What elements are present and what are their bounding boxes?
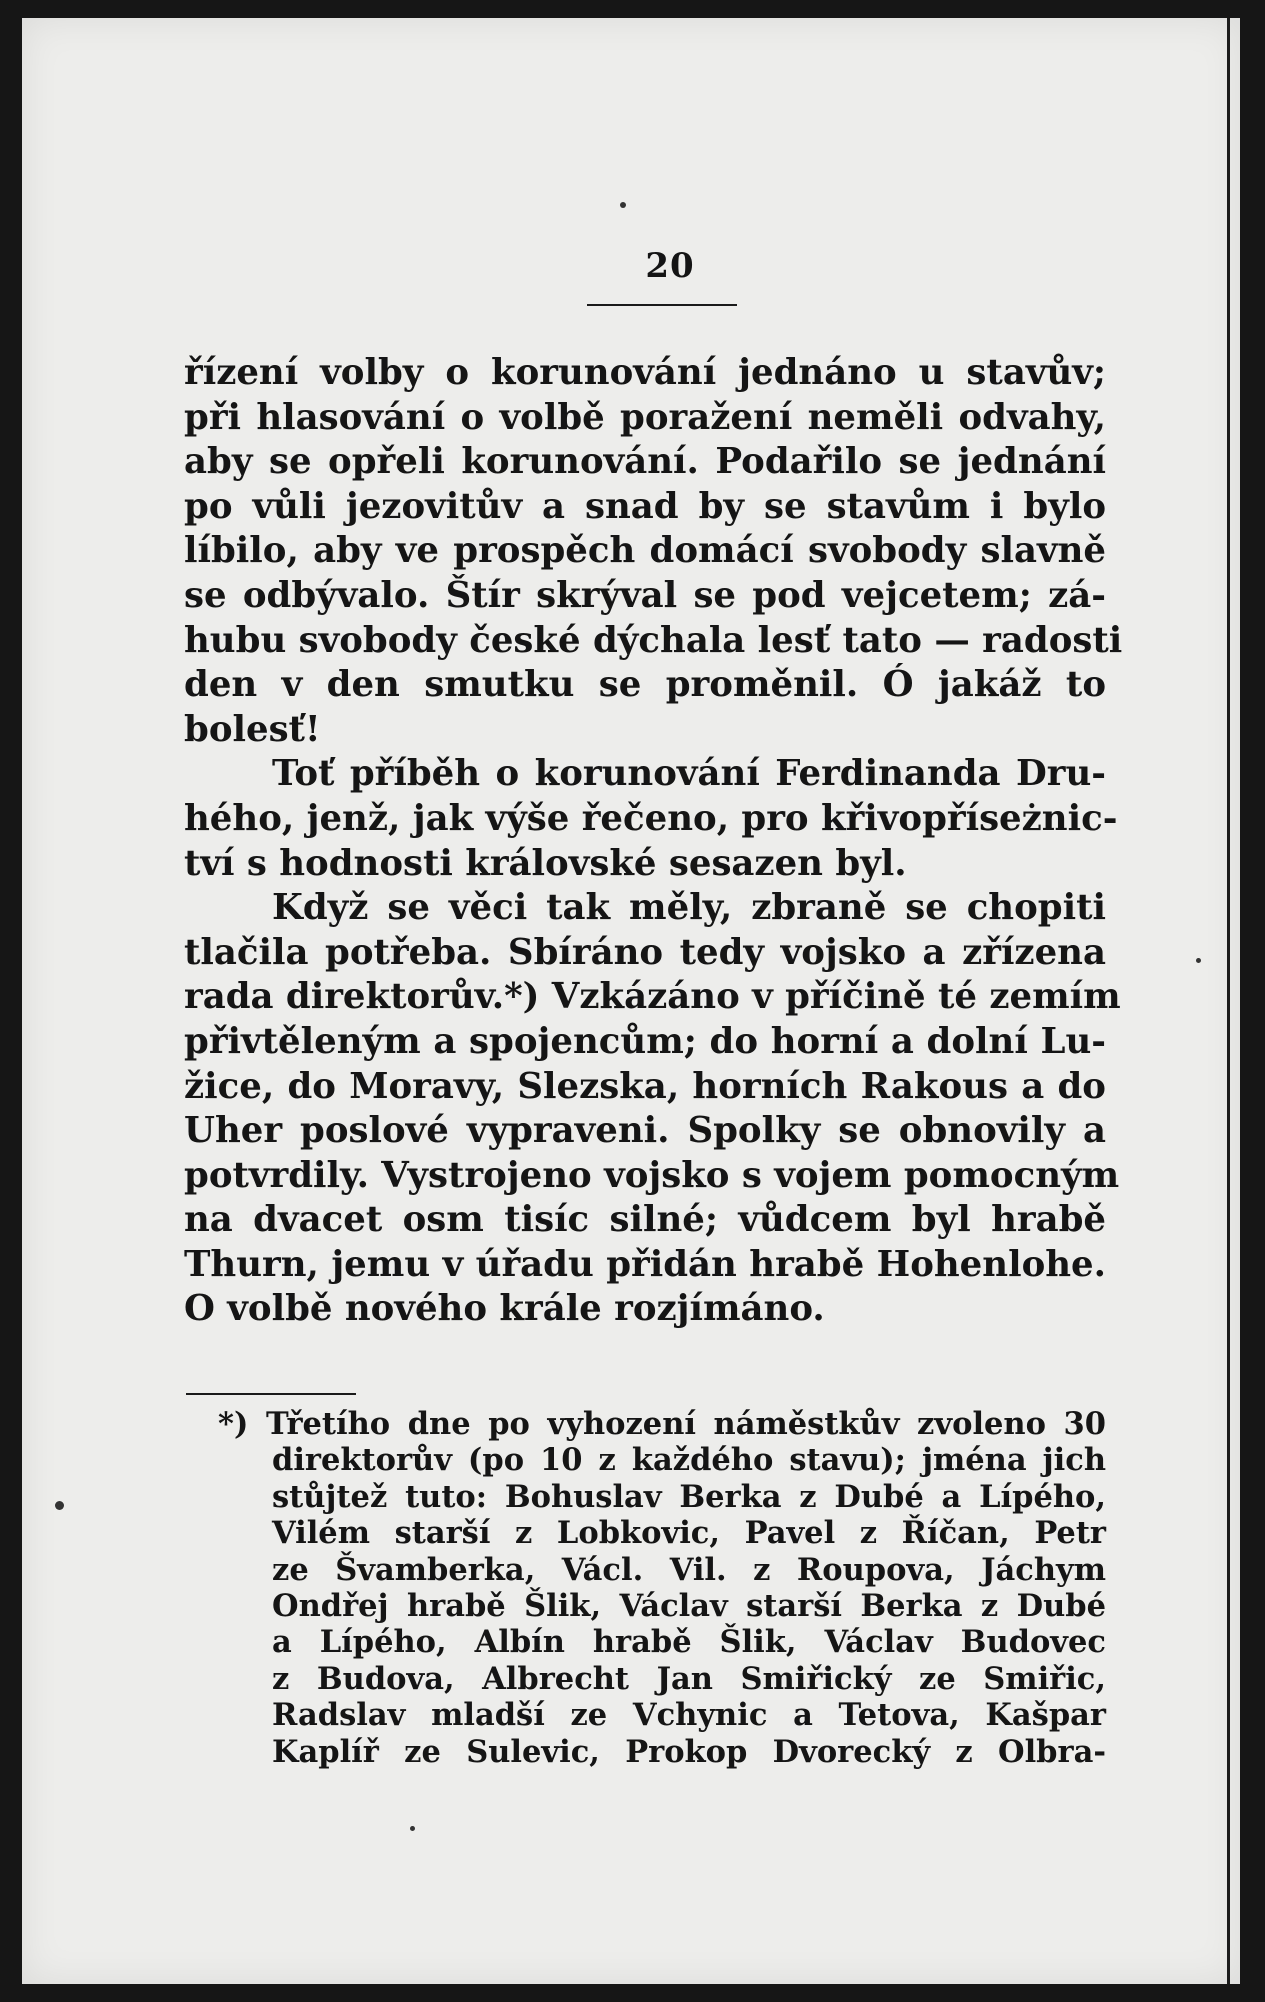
text-line: potvrdily. Vystrojeno vojsko s vojem pomocným: [184, 1154, 1120, 1196]
footnote-line: *) Třetího dne po vyhození náměstkův zvoleno 30: [218, 1406, 1106, 1442]
text-line: hubu svobody české dýchala lesť tato — radosti: [184, 619, 1123, 661]
text-line: hého, jenž, jak výše řečeno, pro křivopříseżnic-: [184, 797, 1118, 839]
footnote: [218, 1406, 1106, 1770]
dust-speck: [620, 202, 626, 208]
text-line: rada direktorův.*) Vzkázáno v příčině té zemím: [184, 976, 1121, 1018]
text-line: po vůli jezovitův a snad by se stavům i bylo: [184, 485, 1106, 527]
scanned-page: [22, 18, 1240, 1984]
footnote-line: stůjtež tuto: Bohuslav Berka z Dubé a Lípého,: [272, 1478, 1106, 1515]
footnote-line: Vilém starší z Lobkovic, Pavel z Říčan, Petr: [272, 1515, 1106, 1552]
footnote-line: Ondřej hrabě Šlik, Václav starší Berka z Dubé: [272, 1588, 1106, 1625]
footnote-line: Kaplíř ze Sulevic, Prokop Dvorecký z Olbra-: [272, 1733, 1106, 1770]
text-line: Když se věci tak měly, zbraně se chopiti: [272, 887, 1106, 929]
page-number: 20: [645, 246, 695, 286]
footnote-line: z Budova, Albrecht Jan Smiřický ze Smiřic,: [272, 1660, 1106, 1697]
text-line: tlačila potřeba. Sbíráno tedy vojsko a zřízena: [184, 931, 1106, 973]
footnote-line: a Lípého, Albín hrabě Šlik, Václav Budovec: [272, 1624, 1106, 1661]
text-line: den v den smutku se proměnil. Ó jakáž to: [184, 664, 1106, 706]
text-line: řízení volby o korunování jednáno u stavův;: [184, 352, 1106, 393]
text-line: žice, do Moravy, Slezska, horních Rakous a do: [184, 1065, 1106, 1107]
dust-speck: [1196, 958, 1201, 963]
dust-speck: [410, 1826, 415, 1831]
text-line: aby se opřeli korunování. Podařilo se jednání: [184, 441, 1106, 483]
body-text: [184, 351, 1123, 1332]
text-line: líbilo, aby ve prospěch domácí svobody slavně: [184, 530, 1106, 572]
text-line: O volbě nového krále rozjímáno.: [184, 1288, 825, 1330]
footnote-line: Radslav mladší ze Vchynic a Tetova, Kašpar: [272, 1697, 1106, 1734]
text-line: při hlasování o volbě poražení neměli odvahy,: [184, 396, 1106, 438]
text-line: přivtěleným a spojencům; do horní a dolní Lu-: [184, 1020, 1106, 1062]
text-line: na dvacet osm tisíc silné; vůdcem byl hrabě: [184, 1199, 1106, 1241]
text-line: Toť příběh o korunování Ferdinanda Dru-: [272, 753, 1106, 795]
text-line: tví s hodnosti královské sesazen byl.: [184, 842, 907, 884]
footnote-separator: [186, 1393, 356, 1395]
text-line: Thurn, jemu v úřadu přidán hrabě Hohenlohe.: [184, 1243, 1106, 1285]
page-edge-shadow: [1227, 18, 1230, 1984]
page-number-underline: [587, 304, 737, 306]
dust-speck: [55, 1501, 64, 1510]
text-line: bolesť!: [184, 708, 321, 750]
footnote-line: direktorův (po 10 z každého stavu); jména jich: [272, 1442, 1106, 1479]
footnote-line: ze Švamberka, Václ. Vil. z Roupova, Jáchym: [272, 1551, 1106, 1588]
text-line: Uher poslové vypraveni. Spolky se obnovily a: [184, 1110, 1106, 1152]
text-line: se odbývalo. Štír skrýval se pod vejcetem; zá-: [184, 574, 1106, 616]
